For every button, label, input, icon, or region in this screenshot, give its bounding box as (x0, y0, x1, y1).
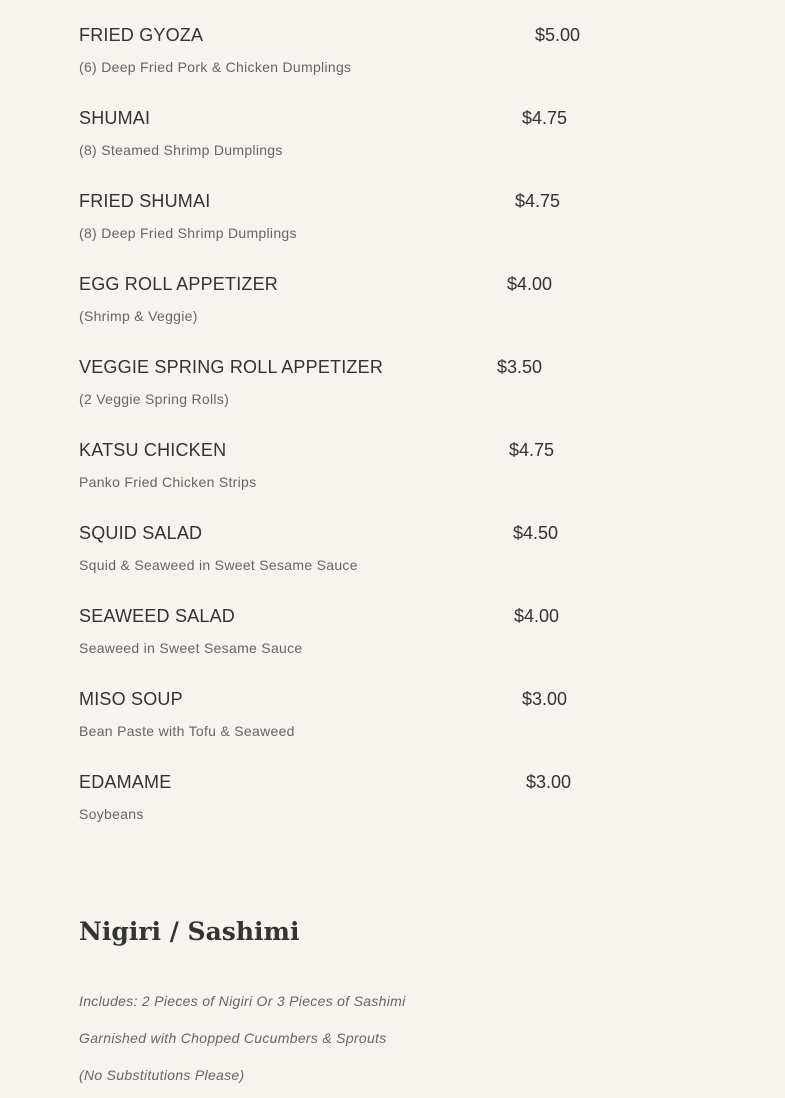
item-description: Bean Paste with Tofu & Seaweed (79, 723, 295, 739)
item-description: (Shrimp & Veggie) (79, 308, 198, 324)
item-description: Soybeans (79, 806, 144, 822)
item-description: (6) Deep Fried Pork & Chicken Dumplings (79, 59, 352, 75)
section-note-garnish: Garnished with Chopped Cucumbers & Sprouts (79, 1030, 387, 1046)
menu-item-veggie-spring-roll-appetizer (79, 337, 599, 407)
item-price: $3.00 (522, 689, 568, 709)
item-name: FRIED SHUMAI (79, 191, 211, 211)
item-name: SEAWEED SALAD (79, 606, 235, 626)
menu-item-edamame (79, 752, 599, 822)
section-note-includes: Includes: 2 Pieces of Nigiri Or 3 Pieces of Sashimi (79, 993, 406, 1009)
menu-item-seaweed-salad (79, 586, 599, 656)
item-price: $4.00 (514, 606, 560, 626)
item-price: $4.75 (522, 108, 568, 128)
item-name: EDAMAME (79, 772, 172, 792)
item-description: (8) Steamed Shrimp Dumplings (79, 142, 283, 158)
item-description: Squid & Seaweed in Sweet Sesame Sauce (79, 557, 358, 573)
item-name: KATSU CHICKEN (79, 440, 227, 460)
item-name: VEGGIE SPRING ROLL APPETIZER (79, 357, 384, 377)
item-name: SHUMAI (79, 108, 151, 128)
item-price: $4.75 (509, 440, 555, 460)
menu-item-miso-soup (79, 669, 599, 739)
item-description: (2 Veggie Spring Rolls) (79, 391, 230, 407)
item-price: $3.00 (526, 772, 572, 792)
section-heading: Nigiri / Sashimi (79, 917, 300, 946)
menu-item-squid-salad (79, 503, 599, 573)
item-price: $4.00 (507, 274, 553, 294)
item-price: $3.50 (497, 357, 543, 377)
item-price: $5.00 (535, 25, 581, 45)
item-price: $4.50 (513, 523, 559, 543)
menu-item-fried-shumai (79, 171, 599, 241)
item-description: Seaweed in Sweet Sesame Sauce (79, 640, 303, 656)
item-name: EGG ROLL APPETIZER (79, 274, 278, 294)
item-name: MISO SOUP (79, 689, 183, 709)
menu-item-katsu-chicken (79, 420, 599, 490)
menu-item-fried-gyoza (79, 5, 599, 75)
menu-item-shumai (79, 88, 599, 158)
menu-item-egg-roll-appetizer (79, 254, 599, 324)
item-description: Panko Fried Chicken Strips (79, 474, 257, 490)
item-name: FRIED GYOZA (79, 25, 204, 45)
item-description: (8) Deep Fried Shrimp Dumplings (79, 225, 297, 241)
section-note-substitutions: (No Substitutions Please) (79, 1067, 245, 1083)
item-name: SQUID SALAD (79, 523, 203, 543)
item-price: $4.75 (515, 191, 561, 211)
